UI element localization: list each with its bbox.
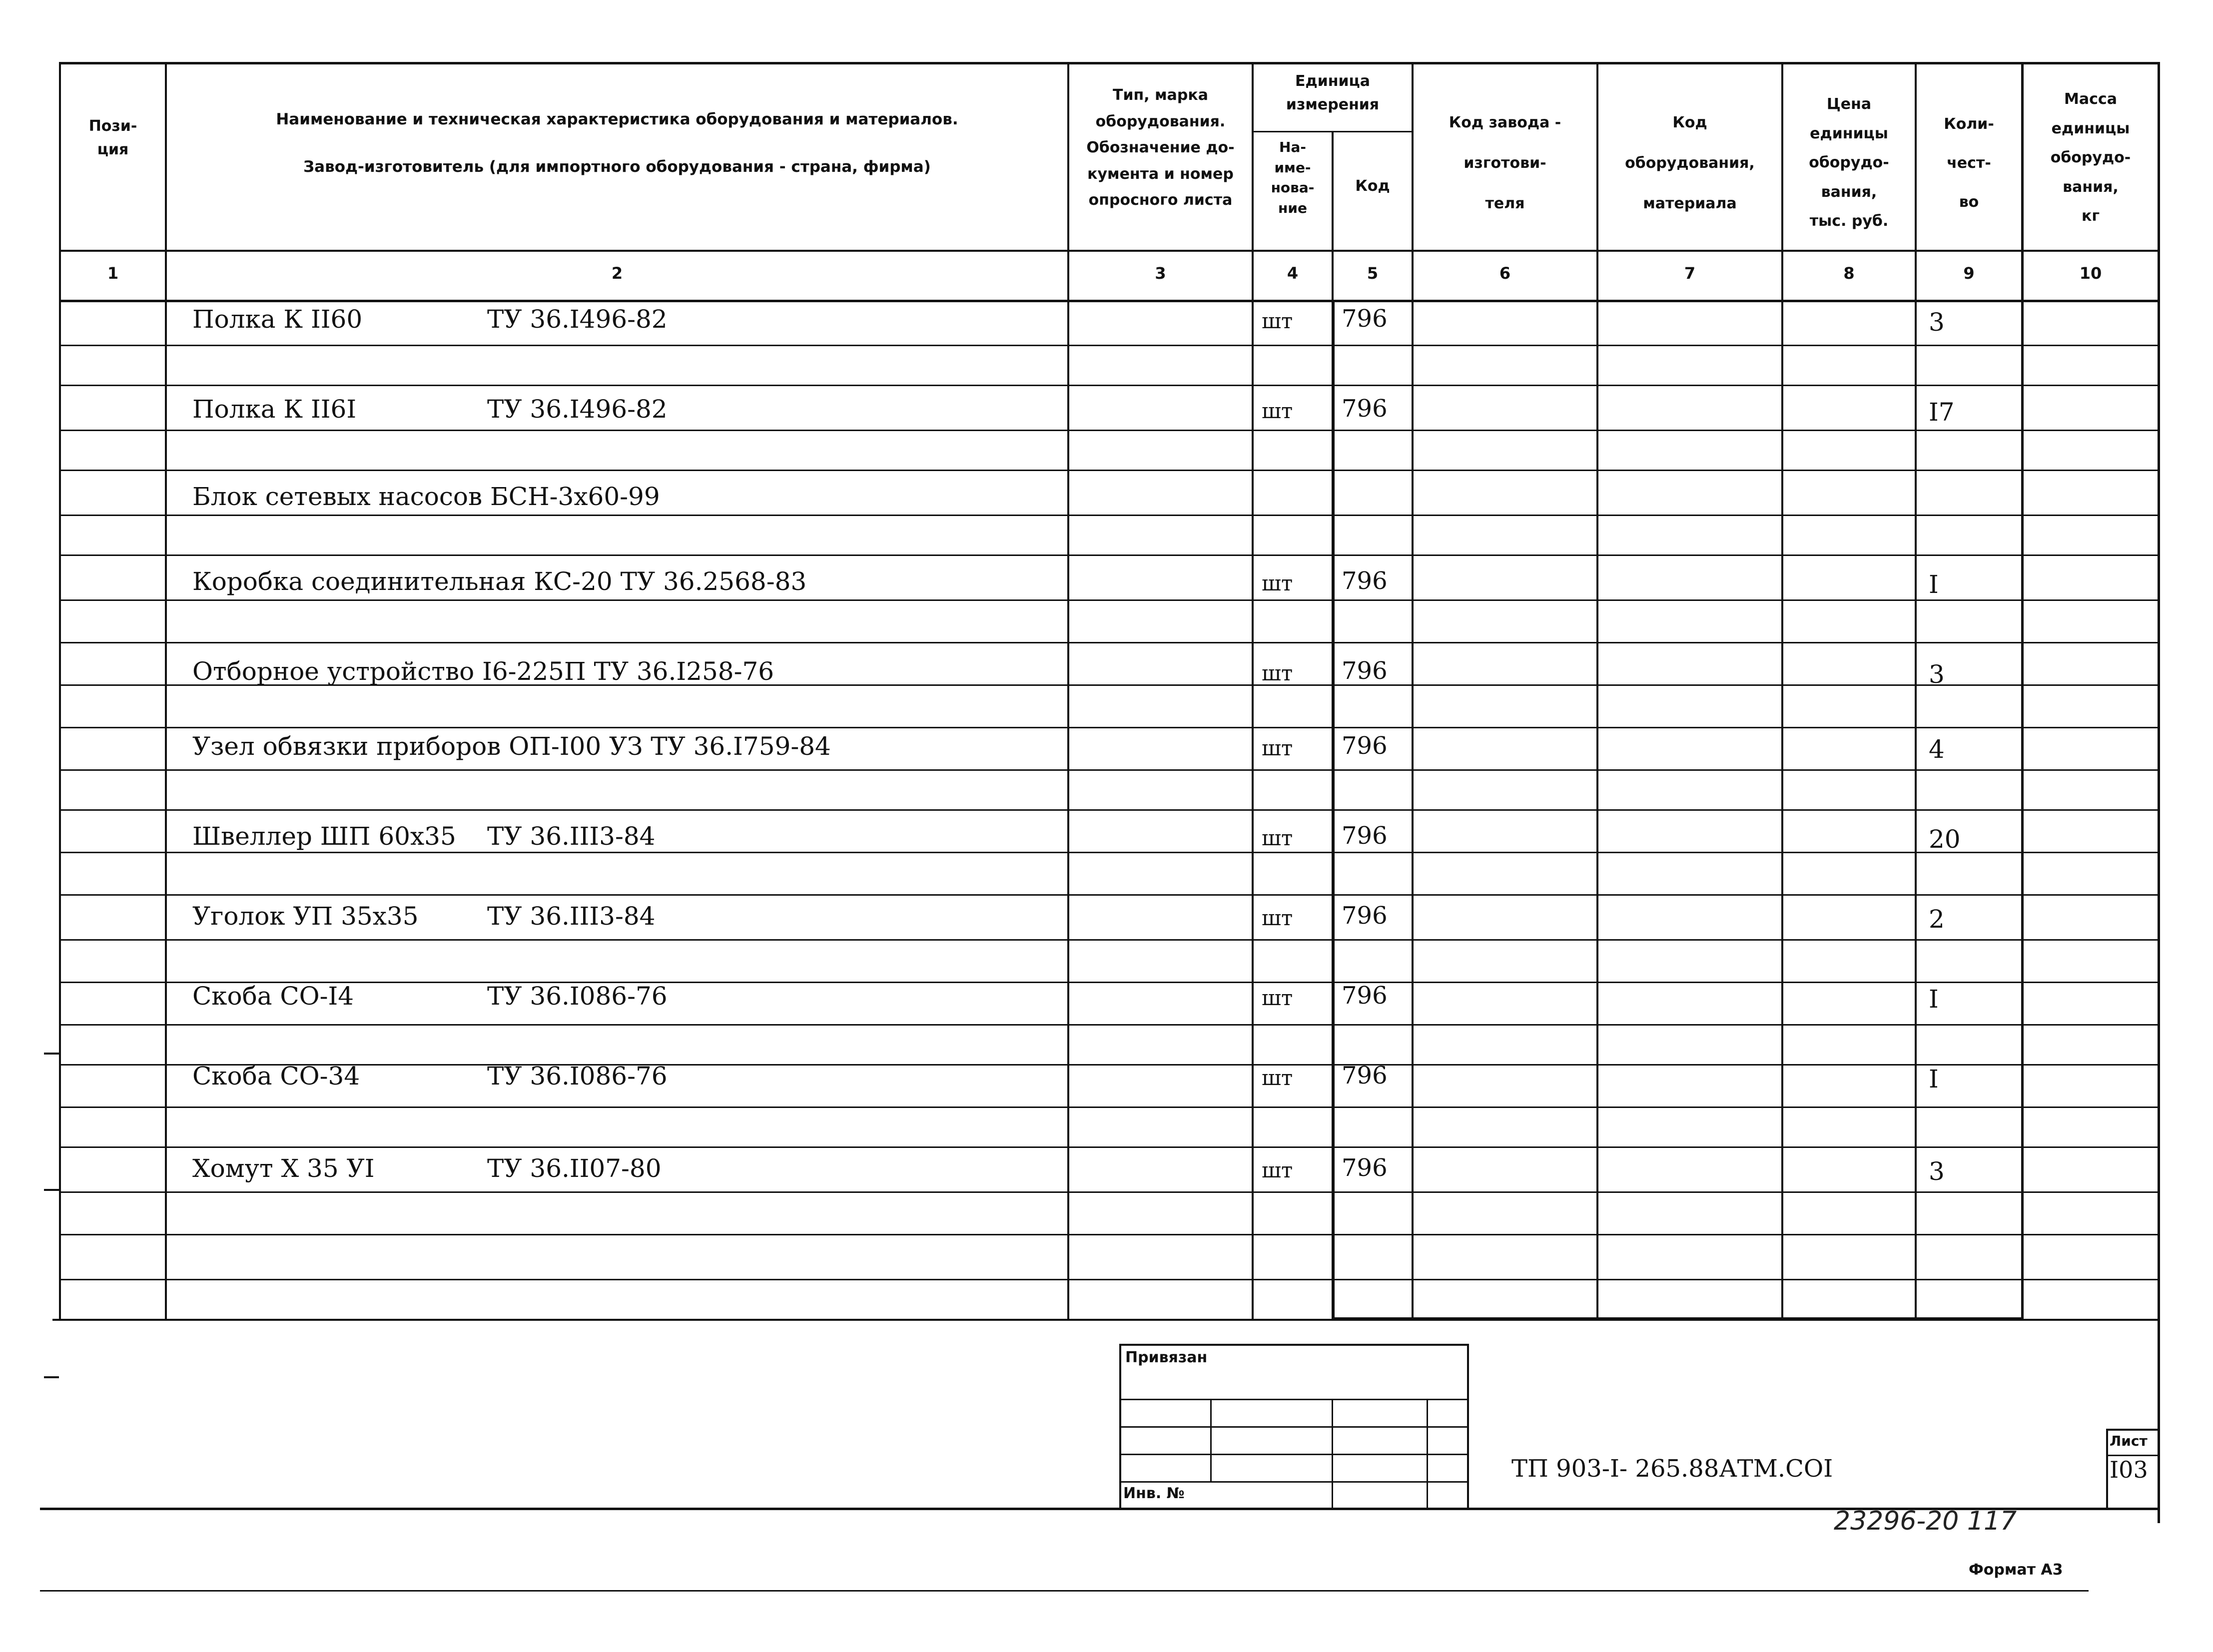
item-name: Коробка соединительная КС-20 ТУ 36.2568-83 bbox=[192, 567, 807, 596]
header-mass: Масса единицы оборудо- вания, кг bbox=[2050, 90, 2131, 225]
item-unit: шт bbox=[1262, 826, 1293, 850]
stamp-col bbox=[1427, 1399, 1428, 1509]
item-name: Узел обвязки приборов ОП-I00 УЗ ТУ 36.I759-84 bbox=[192, 732, 831, 761]
sheet-box-left bbox=[2106, 1429, 2108, 1509]
column-number-2: 2 bbox=[611, 264, 623, 283]
column-number-5: 5 bbox=[1367, 264, 1379, 283]
handwritten-number: 23296-20 117 bbox=[1834, 1506, 2017, 1536]
row-line bbox=[59, 642, 2159, 643]
item-quantity: I bbox=[1929, 1065, 1939, 1094]
item-unit: шт bbox=[1262, 661, 1293, 685]
row-line bbox=[59, 599, 2159, 601]
table-top-border bbox=[59, 62, 2159, 64]
item-quantity: I bbox=[1929, 570, 1939, 599]
header-quantity: Коли- чест- во bbox=[1944, 115, 1994, 211]
item-document: ТУ 36.III3-84 bbox=[487, 822, 656, 851]
header-equipment-code: Код оборудования, материала bbox=[1625, 114, 1755, 212]
header-unit-group: Единица измерения bbox=[1286, 72, 1380, 113]
item-name: Отборное устройство I6-225П ТУ 36.I258-76 bbox=[192, 657, 774, 686]
item-quantity: I bbox=[1929, 985, 1939, 1014]
col-line-right bbox=[2158, 62, 2160, 1523]
item-unit-code: 796 bbox=[1342, 822, 1388, 850]
row-line bbox=[59, 1064, 2159, 1066]
item-document: ТУ 36.I496-82 bbox=[487, 395, 668, 424]
header-unit-name: На- име- нова- ние bbox=[1271, 139, 1315, 216]
item-unit-code: 796 bbox=[1342, 657, 1388, 685]
bold-box-bottom bbox=[1332, 1317, 2024, 1320]
header-position: Пози- ция bbox=[88, 117, 137, 158]
item-quantity: 20 bbox=[1929, 825, 1961, 854]
item-quantity: I7 bbox=[1929, 398, 1955, 427]
item-document: ТУ 36.I086-76 bbox=[487, 1062, 668, 1091]
col-line-7 bbox=[1781, 62, 1783, 1320]
row-line bbox=[59, 809, 2159, 811]
stamp-col bbox=[1210, 1399, 1212, 1481]
item-unit: шт bbox=[1262, 736, 1293, 760]
column-number-7: 7 bbox=[1684, 264, 1696, 283]
column-number-8: 8 bbox=[1843, 264, 1855, 283]
col-line-5 bbox=[1412, 62, 1414, 1320]
item-name: Скоба СО-34 bbox=[192, 1062, 360, 1091]
page-bottom-line bbox=[40, 1590, 2089, 1592]
item-unit: шт bbox=[1262, 1066, 1293, 1090]
column-number-1: 1 bbox=[107, 264, 119, 283]
item-unit-code: 796 bbox=[1342, 982, 1388, 1010]
stamp-row bbox=[1119, 1426, 1469, 1428]
row-line bbox=[59, 1146, 2159, 1148]
item-unit-code: 796 bbox=[1342, 902, 1388, 930]
item-unit-code: 796 bbox=[1342, 395, 1388, 423]
item-unit: шт bbox=[1262, 906, 1293, 930]
item-unit-code: 796 bbox=[1342, 567, 1388, 595]
row-line bbox=[59, 430, 2159, 431]
item-quantity: 4 bbox=[1929, 735, 1945, 764]
item-unit: шт bbox=[1262, 571, 1293, 595]
item-unit: шт bbox=[1262, 399, 1293, 423]
item-quantity: 3 bbox=[1929, 1157, 1945, 1186]
row-line bbox=[59, 939, 2159, 941]
inv-number-label: Инв. № bbox=[1123, 1485, 1185, 1502]
row-line bbox=[59, 470, 2159, 471]
sheet-label: Лист bbox=[2110, 1433, 2148, 1449]
item-name: Уголок УП 35х35 bbox=[192, 902, 419, 931]
item-quantity: 3 bbox=[1929, 308, 1945, 337]
item-unit-code: 796 bbox=[1342, 1062, 1388, 1090]
col-line-1 bbox=[165, 62, 167, 1320]
row-line bbox=[59, 345, 2159, 346]
row-line bbox=[59, 1024, 2159, 1026]
col-line-4-header bbox=[1332, 131, 1334, 321]
header-name-line2: Завод-изготовитель (для импортного оборудования - страна, фирма) bbox=[303, 158, 931, 176]
item-quantity: 2 bbox=[1929, 905, 1945, 934]
stamp-row bbox=[1119, 1454, 1469, 1455]
item-document: ТУ 36.I086-76 bbox=[487, 982, 668, 1011]
column-number-3: 3 bbox=[1155, 264, 1166, 283]
row-line bbox=[59, 385, 2159, 386]
item-unit: шт bbox=[1262, 986, 1293, 1010]
item-unit: шт bbox=[1262, 309, 1293, 333]
col-line-0 bbox=[59, 62, 61, 1320]
margin-tick bbox=[44, 1189, 59, 1191]
header-name-line1: Наименование и техническая характеристика оборудования и материалов. bbox=[276, 110, 958, 128]
margin-tick bbox=[44, 1053, 59, 1055]
format-label: Формат А3 bbox=[1969, 1561, 2063, 1579]
header-type: Тип, марка оборудования. Обозначение до- кумента и номер опросного листа bbox=[1086, 86, 1235, 209]
margin-tick bbox=[44, 1376, 59, 1378]
col-line-9 bbox=[2021, 62, 2024, 1320]
row-line bbox=[59, 554, 2159, 556]
item-unit: шт bbox=[1262, 1158, 1293, 1182]
row-line bbox=[59, 1234, 2159, 1235]
col-line-6 bbox=[1596, 62, 1598, 1320]
stamp-col bbox=[1332, 1399, 1333, 1509]
column-number-4: 4 bbox=[1287, 264, 1299, 283]
item-document: ТУ 36.I496-82 bbox=[487, 305, 668, 334]
row-line bbox=[59, 852, 2159, 853]
header-unit-code: Код bbox=[1355, 177, 1390, 195]
item-unit-code: 796 bbox=[1342, 305, 1388, 333]
privyazan-label: Привязан bbox=[1125, 1349, 1208, 1366]
stamp-row bbox=[1119, 1399, 1469, 1400]
sheet-number: I03 bbox=[2110, 1456, 2148, 1483]
row-line bbox=[59, 1106, 2159, 1108]
row-line bbox=[59, 769, 2159, 771]
row-line bbox=[59, 982, 2159, 983]
item-name: Полка К II60 bbox=[192, 305, 363, 334]
row-line bbox=[59, 1279, 2159, 1280]
row-line bbox=[59, 1191, 2159, 1193]
header-factory-code: Код завода - изготови- теля bbox=[1449, 114, 1561, 212]
header-bottom-border bbox=[59, 250, 2159, 252]
sheet-box-top bbox=[2106, 1429, 2159, 1431]
header-price: Цена единицы оборудо- вания, тыс. руб. bbox=[1809, 95, 1889, 230]
col-line-2 bbox=[1067, 62, 1069, 1320]
column-number-6: 6 bbox=[1499, 264, 1511, 283]
row-line bbox=[59, 894, 2159, 896]
col-line-3 bbox=[1252, 62, 1254, 1320]
item-name: Блок сетевых насосов БСН-3х60-99 bbox=[192, 482, 660, 511]
item-quantity: 3 bbox=[1929, 660, 1945, 689]
item-unit-code: 796 bbox=[1342, 1154, 1388, 1182]
column-number-10: 10 bbox=[2079, 264, 2102, 283]
numbers-bottom-border bbox=[59, 300, 2159, 302]
item-name: Полка К II6I bbox=[192, 395, 357, 424]
row-line bbox=[59, 515, 2159, 516]
stamp-row bbox=[1119, 1481, 1469, 1483]
col-line-8 bbox=[1915, 62, 1917, 1320]
column-number-9: 9 bbox=[1963, 264, 1975, 283]
item-unit-code: 796 bbox=[1342, 732, 1388, 760]
item-document: ТУ 36.III3-84 bbox=[487, 902, 656, 931]
item-document: ТУ 36.II07-80 bbox=[487, 1154, 662, 1183]
document-designation: ТП 903-I- 265.88АТМ.СОI bbox=[1511, 1455, 1833, 1483]
stamp-top bbox=[1119, 1344, 1469, 1346]
item-name: Скоба СО-I4 bbox=[192, 982, 354, 1011]
item-name: Хомут Х 35 УI bbox=[192, 1154, 375, 1183]
item-name: Швеллер ШП 60х35 bbox=[192, 822, 456, 851]
row-line bbox=[59, 727, 2159, 728]
